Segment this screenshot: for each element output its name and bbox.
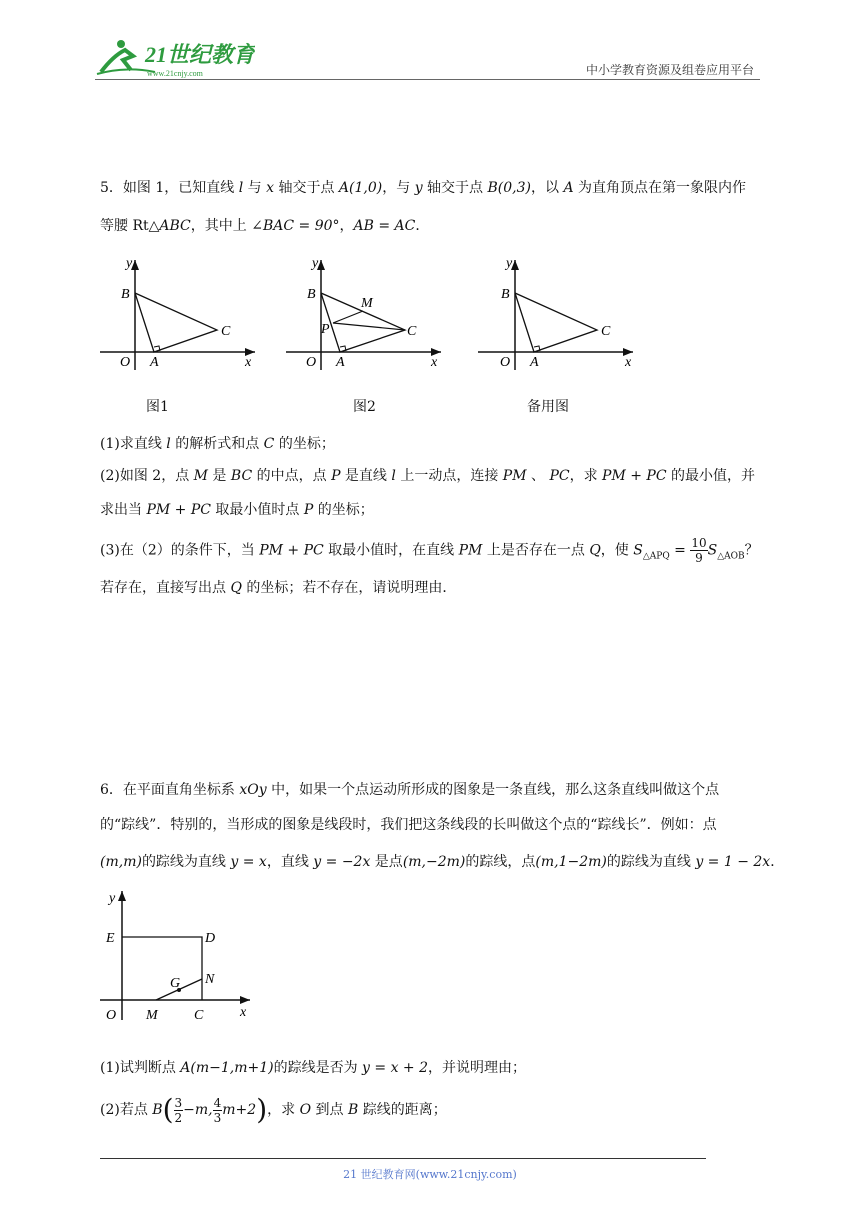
figure-backup-caption: 备用图 [527, 399, 569, 415]
site-logo [95, 36, 255, 80]
svg-text:y: y [126, 256, 133, 271]
figure-2 [283, 255, 448, 375]
q6-part2: (2)若点 B( $\frac{3}{2}$ −m, $\frac{4}{3}$ m+2)，求 O 到点 B 踪线的距离； [100, 1093, 447, 1126]
footer-divider [100, 1158, 706, 1159]
svg-text:E: E [106, 931, 115, 946]
q5-intro-line1: 5．如图 1，已知直线 l 与 x 轴交于点 A(1,0)，与 y 轴交于点 B(0,3)，以 A 为直角顶点在第一象限内作 [100, 180, 747, 196]
q5-intro-line2: 等腰 Rt△ABC，其中上 ∠BAC = 90°，AB = AC． [100, 218, 430, 234]
svg-text:x: x [625, 355, 632, 370]
svg-text:G: G [170, 976, 181, 991]
page-header [95, 36, 760, 80]
figure-q6 [98, 888, 258, 1028]
svg-text:A: A [150, 355, 159, 370]
logo-url: www.21cnjy.com [147, 69, 203, 78]
q6-line1: 6．在平面直角坐标系 xOy 中，如果一个点运动所形成的图象是一条直线，那么这条直线叫做这个点 [100, 782, 720, 798]
svg-text:B: B [307, 287, 316, 302]
svg-text:B: B [121, 287, 130, 302]
figure-backup [475, 255, 640, 375]
logo-text: 21世纪教育 [145, 42, 255, 67]
svg-text:y: y [109, 891, 116, 906]
svg-text:C: C [407, 324, 417, 339]
platform-name: 中小学教育资源及组卷应用平台 [585, 63, 754, 77]
figure-1 [95, 255, 260, 375]
svg-text:P: P [321, 322, 330, 337]
svg-text:M: M [146, 1008, 158, 1023]
svg-text:x: x [240, 1005, 247, 1020]
q5-part2-line1: (2)如图 2，点 M 是 BC 的中点，点 P 是直线 l 上一动点，连接 PM 、 PC，求 PM + PC 的最小值，并 [100, 468, 756, 484]
q6-line3: (m,m)的踪线为直线 y = x，直线 y = −2x 是点(m,−2m)的踪线，点(m,1−2m)的踪线为直线 y = 1 − 2x． [100, 854, 785, 870]
svg-text:y: y [312, 256, 319, 271]
q6-part1: (1)试判断点 A(m−1,m+1)的踪线是否为 y = x + 2，并说明理由； [100, 1060, 527, 1076]
q5-part3-line2: 若存在，直接写出点 Q 的坐标；若不存在，请说明理由． [100, 580, 457, 596]
svg-text:C: C [194, 1008, 204, 1023]
footer-text: 21 世纪教育网(www.21cnjy.com) [343, 1168, 517, 1181]
svg-text:x: x [245, 355, 252, 370]
fraction-10-9: $\frac{10}{9}$ [691, 536, 707, 565]
svg-text:O: O [120, 355, 131, 370]
q5-part1: (1)求直线 l 的解析式和点 C 的坐标； [100, 436, 335, 452]
svg-text:C: C [601, 324, 611, 339]
header-divider [95, 79, 760, 80]
figure-2-caption: 图2 [353, 399, 376, 415]
svg-text:B: B [501, 287, 510, 302]
svg-text:O: O [106, 1008, 117, 1023]
q6-line2: 的“踪线”．特别的，当形成的图象是线段时，我们把这条线段的长叫做这个点的“踪线长”．例如：点 [100, 817, 717, 833]
svg-text:A: A [336, 355, 345, 370]
svg-text:C: C [221, 324, 231, 339]
q5-part2-line2: 求出当 PM + PC 取最小值时点 P 的坐标； [100, 502, 374, 518]
svg-text:O: O [306, 355, 317, 370]
svg-text:A: A [530, 355, 539, 370]
q5-part3-line1: (3)在（2）的条件下，当 PM + PC 取最小值时，在直线 PM 上是否存在一点 Q，使 $S_{\triangle APQ}$ = $\frac{10}{9}$ $S_{\triangle AOB}$？ [100, 536, 759, 565]
svg-text:x: x [431, 355, 438, 370]
svg-text:O: O [500, 355, 511, 370]
svg-text:M: M [361, 296, 373, 311]
svg-text:D: D [205, 931, 216, 946]
svg-text:y: y [506, 256, 513, 271]
figure-1-caption: 图1 [146, 399, 169, 415]
svg-text:N: N [205, 972, 215, 987]
